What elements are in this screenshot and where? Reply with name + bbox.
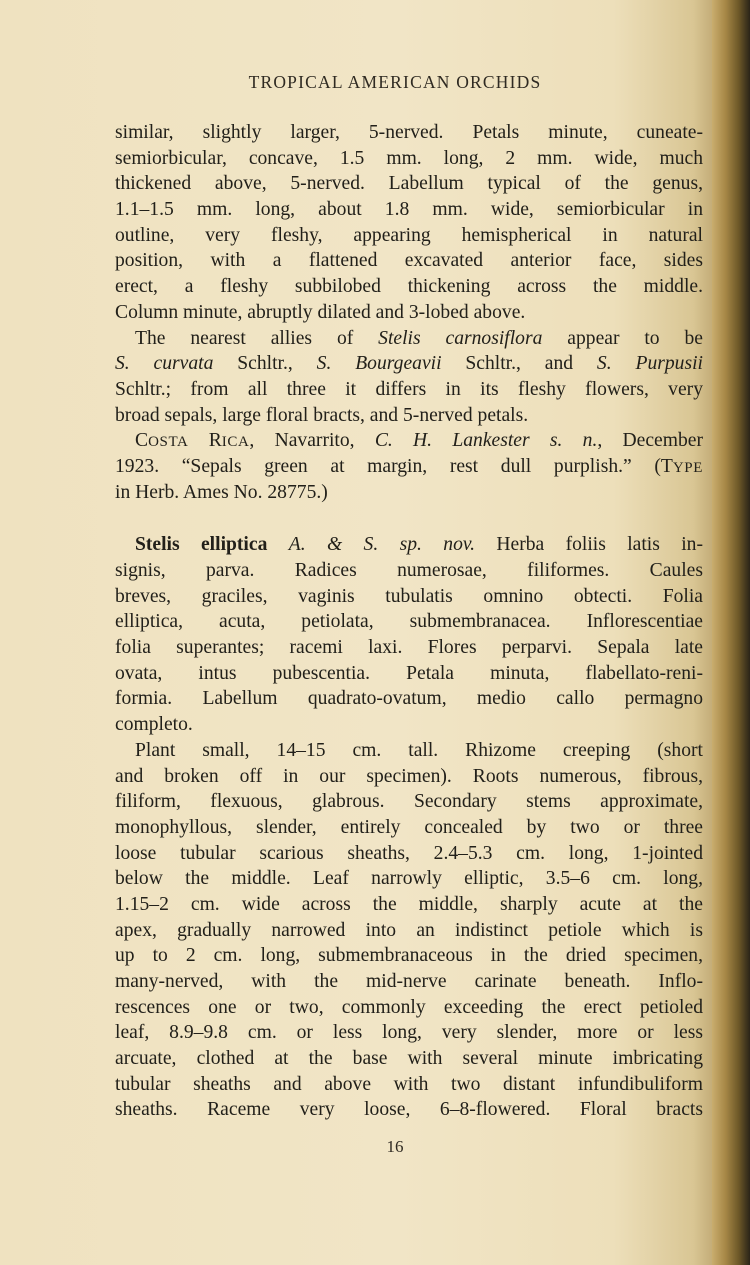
- text-line: sheaths. Raceme very loose, 6–8-flowered. Floral bracts: [115, 1099, 703, 1121]
- species-name: S. Purpusii: [596, 353, 703, 375]
- text-line: ovata, intus pubescentia. Petala minuta, flabellato-reni-: [115, 662, 703, 684]
- text-line: completo.: [115, 714, 193, 736]
- text-line: loose tubular scarious sheaths, 2.4–5.3 cm. long, 1-jointed: [115, 842, 703, 864]
- text-line: tubular sheaths and above with two distant infundibuliform: [115, 1073, 703, 1095]
- species-heading: Stelis elliptica: [135, 534, 268, 556]
- species-name: S. curvata: [115, 353, 214, 375]
- locality-line: COSTA RICA, Navarrito, C. H. Lankester s. n., December: [135, 430, 704, 452]
- text-line: erect, a fleshy subbilobed thickening across the middle.: [115, 276, 703, 298]
- text-line: 1.1–1.5 mm. long, about 1.8 mm. wide, semiorbicular in: [115, 199, 703, 221]
- text-line: signis, parva. Radices numerosae, filiformes. Caules: [115, 560, 703, 581]
- text-line: thickened above, 5-nerved. Labellum typical of the genus,: [115, 173, 703, 195]
- section-gap: [115, 505, 703, 532]
- text-line: The nearest allies of Stelis carnosiflora appear to be: [135, 327, 703, 349]
- text-line: similar, slightly larger, 5-nerved. Petals minute, cuneate-: [115, 122, 703, 143]
- text-line: formia. Labellum quadrato-ovatum, medio callo permagno: [115, 688, 703, 710]
- collector-name: C. H. Lankester s. n.: [374, 430, 598, 452]
- text-line: up to 2 cm. long, submembranaceous in the dried specimen,: [115, 945, 703, 967]
- text-line: 1923. “Sepals green at margin, rest dull purplish.” (TYPE: [115, 455, 703, 477]
- text-line: arcuate, clothed at the base with several minute imbricating: [115, 1048, 703, 1070]
- body-text: [115, 120, 703, 1123]
- running-head: TROPICAL AMERICAN ORCHIDS: [248, 72, 542, 92]
- text-line: many-nerved, with the mid-nerve carinate beneath. Inflo-: [115, 971, 703, 992]
- text-line: semiorbicular, concave, 1.5 mm. long, 2 mm. wide, much: [115, 147, 703, 169]
- text-line: apex, gradually narrowed into an indistinct petiole which is: [115, 919, 703, 941]
- book-binding-edge: [712, 0, 750, 1265]
- text-line: 1.15–2 cm. wide across the middle, sharply acute at the: [115, 893, 703, 915]
- text-line: in Herb. Ames No. 28775.): [115, 481, 328, 503]
- text-line: outline, very fleshy, appearing hemispherical in natural: [115, 224, 703, 246]
- text-line: breves, graciles, vaginis tubulatis omnino obtecti. Folia: [115, 585, 703, 607]
- text-line: filiform, flexuous, glabrous. Secondary stems approximate,: [115, 791, 703, 813]
- text-line: S. curvata Schltr., S. Bourgeavii Schltr., and S. Purpusii: [115, 353, 703, 375]
- text-line: folia superantes; racemi laxi. Flores perparvi. Sepala late: [115, 637, 703, 659]
- text-line: rescences one or two, commonly exceeding the erect petioled: [115, 996, 703, 1018]
- species-name: S. Bourgeavii: [316, 353, 442, 375]
- text-line: Column minute, abruptly dilated and 3-lobed above.: [115, 301, 526, 323]
- text-line: leaf, 8.9–9.8 cm. or less long, very slender, more or less: [115, 1022, 703, 1044]
- page-number: 16: [386, 1137, 404, 1156]
- authority: A. & S. sp. nov.: [288, 534, 476, 556]
- text-line: broad sepals, large floral bracts, and 5-nerved petals.: [115, 404, 529, 426]
- text-line: Plant small, 14–15 cm. tall. Rhizome creeping (short: [135, 739, 703, 761]
- species-heading-line: Stelis elliptica A. & S. sp. nov. Herba foliis latis in-: [135, 534, 703, 556]
- text-line: below the middle. Leaf narrowly elliptic, 3.5–6 cm. long,: [115, 868, 703, 890]
- text-line: Schltr.; from all three it differs in its fleshy flowers, very: [115, 378, 703, 400]
- species-name: Stelis carnosiflora: [378, 327, 543, 349]
- text-line: monophyllous, slender, entirely concealed by two or three: [115, 816, 703, 838]
- text-line: and broken off in our specimen). Roots numerous, fibrous,: [115, 765, 703, 787]
- text-line: elliptica, acuta, petiolata, submembranacea. Inflorescentiae: [115, 611, 703, 633]
- text-line: position, with a flattened excavated anterior face, sides: [115, 250, 703, 272]
